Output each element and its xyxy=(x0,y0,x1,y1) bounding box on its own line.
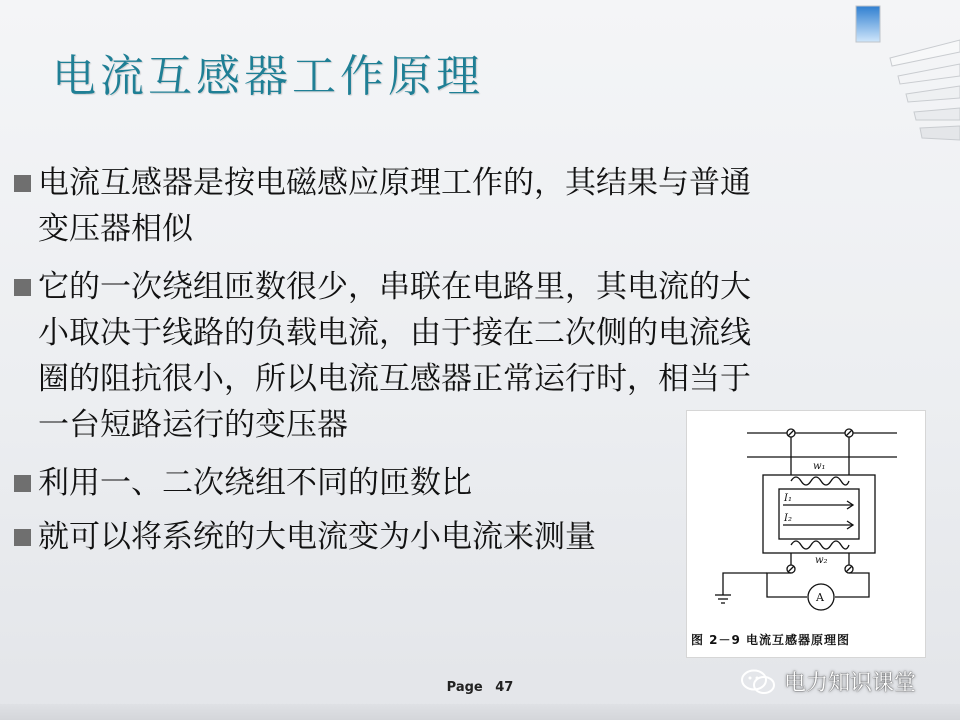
page-label: Page xyxy=(446,680,483,695)
page-footer xyxy=(0,680,960,695)
bullet-marker xyxy=(14,475,31,492)
bullet-line: 电流互感器是按电磁感应原理工作的，其结果与普通 xyxy=(38,165,751,201)
bullet-marker xyxy=(14,279,31,296)
bullet-line: 一台短路运行的变压器 xyxy=(38,407,348,443)
bullet-line: 变压器相似 xyxy=(38,211,193,247)
page-number: 47 xyxy=(495,680,514,695)
bullet-line: 利用一、二次绕组不同的匝数比 xyxy=(38,465,472,501)
bullet-line: 它的一次绕组匝数很少，串联在电路里，其电流的大 xyxy=(38,269,751,305)
bullet-line: 圈的阻抗很小，所以电流互感器正常运行时，相当于 xyxy=(38,361,751,397)
bullet-marker xyxy=(14,175,31,192)
label-i1: I₁ xyxy=(784,493,792,504)
label-w1: w₁ xyxy=(813,461,826,472)
figure-caption: 图 2－9 电流互感器原理图 xyxy=(691,633,851,647)
bullet-line: 小取决于线路的负载电流，由于接在二次侧的电流线 xyxy=(38,315,751,351)
label-w2: w₂ xyxy=(815,555,828,566)
slide-title: 电流互感器工作原理 xyxy=(52,51,484,102)
label-i2: I₂ xyxy=(784,513,792,524)
bullet-item xyxy=(14,160,844,252)
ammeter-label: A xyxy=(816,591,824,604)
ct-principle-figure xyxy=(686,410,926,658)
bullet-marker xyxy=(14,529,31,546)
bullet-line: 就可以将系统的大电流变为小电流来测量 xyxy=(38,519,596,555)
watermark-text: 电力知识课堂 xyxy=(784,671,917,696)
bottom-bar xyxy=(0,704,960,720)
staircase-decoration xyxy=(830,0,960,150)
ct-circuit-diagram xyxy=(687,411,925,627)
